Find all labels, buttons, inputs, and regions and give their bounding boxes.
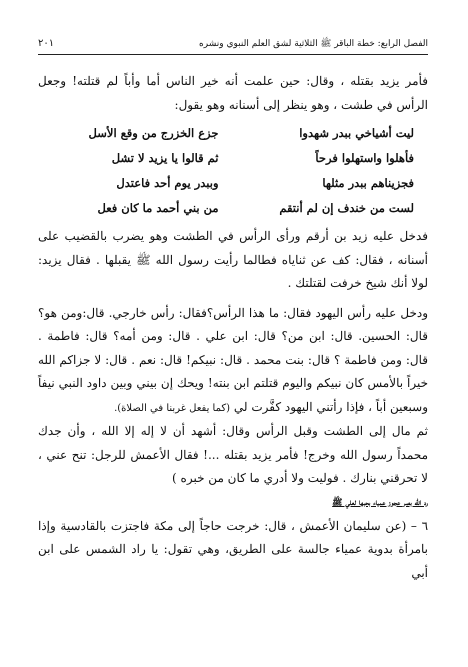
poem-verse: [52, 121, 414, 146]
header-rule: [38, 54, 428, 55]
paragraph-jewish-leader-text: ودخل عليه رأس اليهود فقال: ما هذا الرأس؟فقال: رأس خارجي. قال:ومن هو؟ قال: الحسين. قال: ابن من؟ قال: ابن علي . قال: ومن أمه؟ قال: فاطمة . قال: ومن فاطمة ؟ قال: بنت محمد . قال: نبيكم! قال: نعم . قال: لا جزاكم الله خيراً بالأمس كان نبيكم واليوم قتلتم ابن بنته! ويحك إن بيني وبين داود النبي نيفاً وسبعين أباً ، فإذا رأتني اليهود كفَّرت لي: [38, 305, 428, 414]
poem-verse: [52, 146, 414, 171]
verse-first-half: ليت أشياخي ببدر شهدوا: [299, 126, 414, 140]
poem-verse: [52, 171, 414, 196]
paragraph-yazid-order: فأمر يزيد بقتله ، وقال: حين علمت أنه خير الناس أما وأباً لم قتلته! وجعل الرأس في طشت ، وهو ينظر إلى أسنانه وهو يقول:: [38, 74, 428, 112]
chapter-title: الفصل الرابع: خطة الباقر ﷺ الثلاثية لشق العلم النبوي ونشره: [199, 39, 428, 49]
poem: [52, 121, 414, 221]
verse-second-half: جزع الخزرج من وقع الأسل: [88, 126, 219, 140]
verse-second-half: من بني أحمد ما كان فعل: [97, 201, 219, 215]
verse-first-half: فأهلوا واستهلوا فرحاً: [315, 151, 414, 165]
verse-first-half: لست من خندف إن لم أنتقم: [279, 201, 414, 215]
verse-first-half: فجزيناهم ببدر مثلها: [322, 176, 414, 190]
paragraph-testimony: ثم مال إلى الطشت وقبل الرأس وقال: أشهد أن لا إله إلا الله ، وأن جدك محمداً رسول الله وخرج! فأمر يزيد بقتله ...! فقال الأعمش للرجل: تنح عني ، لا تحرقني بنارك . فوليت ولا أدري ما كان من خبره ): [38, 424, 428, 485]
parenthetical-note: (كما يفعل غربنا في الصلاة).: [114, 402, 231, 414]
running-header: [38, 36, 428, 52]
poem-verse: [52, 196, 414, 221]
verse-second-half: وببدر يوم أحد فاعتدل: [116, 176, 219, 190]
page-number: ٢٠١: [38, 38, 55, 49]
paragraph-narration-6: ٦ – (عن سليمان الأعمش ، قال: خرجت حاجاً إلى مكة فاجتزت بالقادسية وإذا بامرأة بدوية عمياء جالسة على الطريق، وهي تقول: يا راد الشمس على ابن أبي: [38, 518, 429, 580]
paragraph-jewish-leader: [38, 302, 428, 421]
section-subheading: رد الله بصر عجوز عمياء بحبها لعلي ﷺ: [332, 497, 428, 508]
page-body: [38, 70, 428, 585]
paragraph-zayd-ibn-arqam: فدخل عليه زيد بن أرقم ورأى الرأس في الطشت وهو يضرب بالقضيب على أسنانه ، فقال: كف عن ثناياه فطالما رأيت رسول الله ﷺ يقبلها . فقال يزيد: لولا أنك شيخ خرفت لقتلتك .: [38, 229, 428, 290]
verse-second-half: ثم قالوا يا يزيد لا تشل: [111, 151, 219, 165]
